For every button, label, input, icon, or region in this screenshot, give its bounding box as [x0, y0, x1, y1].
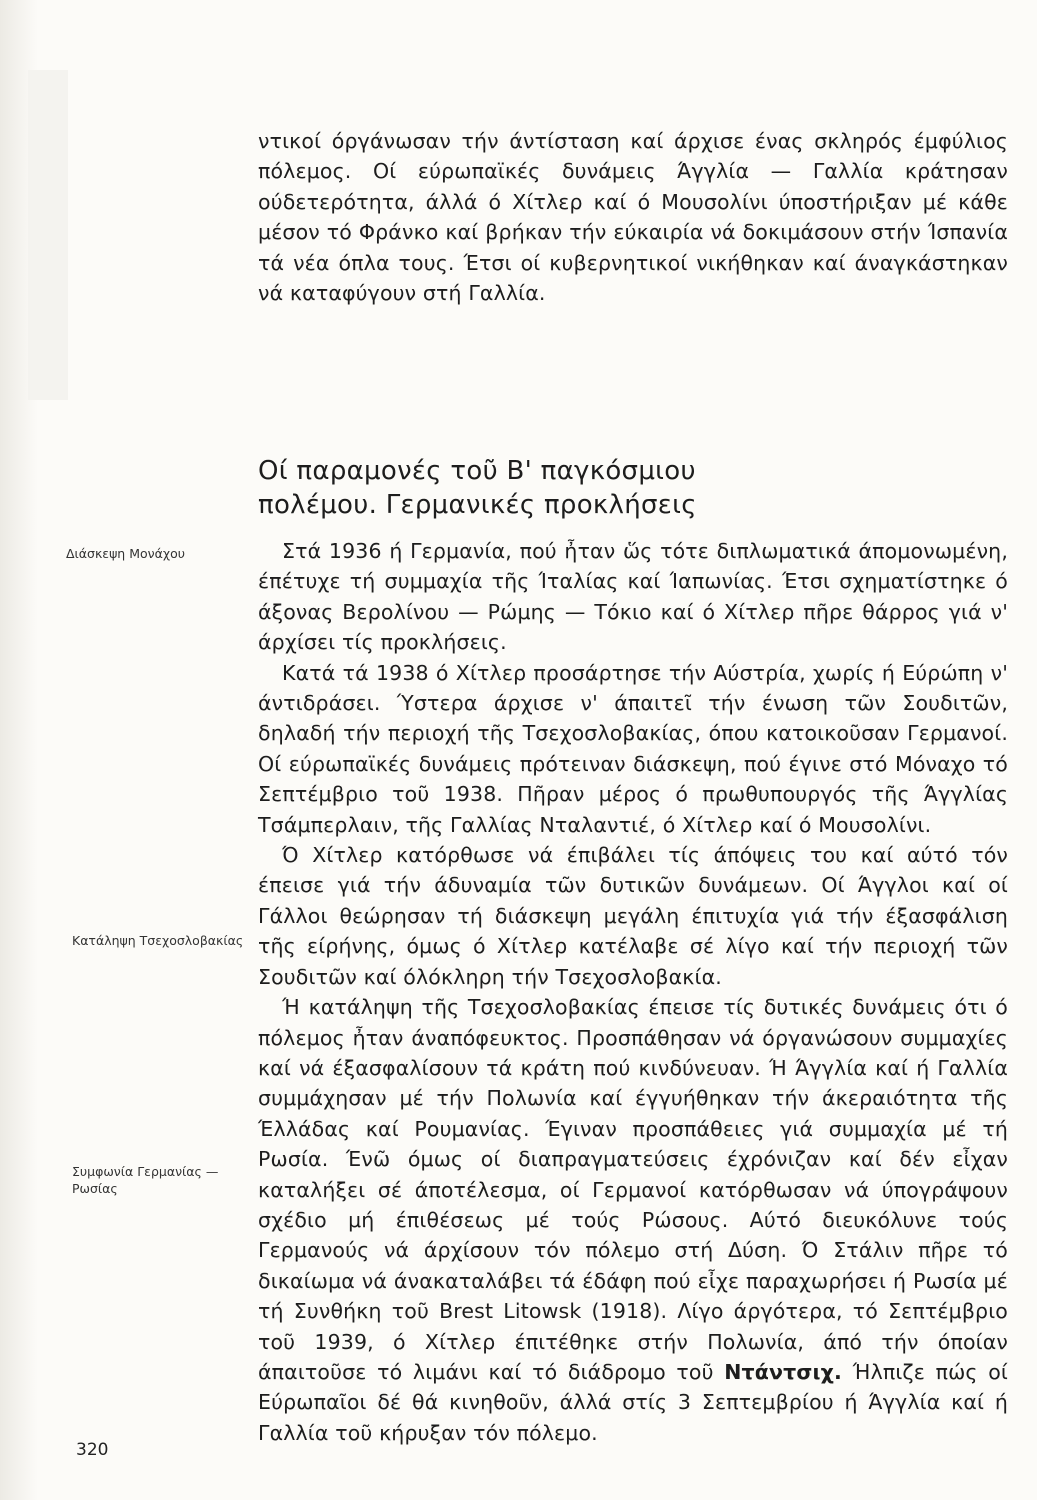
margin-note-munich: Διάσκεψη Μονάχου	[66, 546, 185, 561]
margin-note-pact: Συμφωνία Γερμανίας — Ρωσίας	[72, 1164, 219, 1196]
paragraph-1: Στά 1936 ή Γερμανία, πού ἦταν ὥς τότε διπλωματικά άπομονωμένη, έπέτυχε τή συμμαχία τῆς Ίταλίας καί Ίαπωνίας. Έτσι σχηματίστηκε ό άξονας Βερολίνου — Ρώμης — Τόκιο καί ό Χίτλερ πῆρε θάρρος γιά ν' άρχίσει τίς προκλήσεις.	[258, 539, 1008, 655]
section-heading	[258, 454, 1008, 522]
paragraph-4-text: Ή κατάληψη τῆς Τσεχοσλοβακίας έπεισε τίς δυτικές δυνάμεις ότι ό πόλεμος ἦταν άναπόφευκτος. Προσπάθησαν νά όργανώσουν συμμαχίες καί νά έξασφαλίσουν τά κράτη πού κινδύνευαν. Ή Άγγλία καί ή Γαλλία συμμάχησαν μέ τήν Πολωνία καί έγγυήθηκαν τήν άκεραιότητα τῆς Έλλάδας καί Ρουμανίας. Έγιναν προσπάθειες γιά συμμαχία μέ τή Ρωσία. Ένῶ όμως οί διαπραγματεύσεις έχρόνιζαν καί δέν εἶχαν καταλήξει σέ άποτέλεσμα, οί Γερμανοί κατόρθωσαν νά ύπογράψουν σχέδιο μή έπιθέσεως μέ τούς Ρώσους. Αύτό διευκόλυνε τούς Γερμανούς νά άρχίσουν τόν πόλεμο στή Δύση. Ό Στάλιν πῆρε τό δικαίωμα νά άνακαταλάβει τά έδάφη πού εἶχε παραχωρήσει ή Ρωσία μέ τή Συνθήκη τοῦ Brest Litowsk (1918). Λίγο άργότερα, τό Σεπτέμβριο τοῦ 1939, ό Χίτλερ έπιτέθηκε στήν Πολωνία, άπό τήν όποίαν άπαιτοῦσε τό λιμάνι καί τό διάδρομο τοῦ	[258, 995, 1008, 1384]
paragraph-2: Κατά τά 1938 ό Χίτλερ προσάρτησε τήν Αύστρία, χωρίς ή Εύρώπη ν' άντιδράσει. Ύστερα άρχισε ν' άπαιτεῖ τήν ένωση τῶν Σουδιτῶν, δηλαδή τήν περιοχή τῆς Τσεχοσλοβακίας, όπου κατοικοῦσαν Γερμανοί. Οί εύρωπαϊκές δυνάμεις πρότειναν διάσκεψη, πού έγινε στό Μόναχο τό Σεπτέμβριο τοῦ 1938. Πῆραν μέρος ό πρωθυπουργός τῆς Άγγλίας Τσάμπερλαιν, τῆς Γαλλίας Νταλαντιέ, ό Χίτλερ καί ό Μουσολίνι.	[258, 660, 1008, 837]
intro-block	[258, 126, 1008, 308]
paragraph-4-end: Ήλπιζε πώς οί Εύρωπαῖοι δέ θά κινηθοῦν, άλλά στίς 3 Σεπτεμβρίου ή Άγγλία καί ή Γαλλία τοῦ κήρυξαν τόν πόλεμο.	[258, 1359, 1008, 1445]
section-block	[258, 454, 1008, 1448]
paragraph-4	[258, 992, 1008, 1448]
section-heading-line1: Οί παραμονές τοῦ Β' παγκόσμιου	[258, 456, 696, 486]
margin-note-czech: Κατάληψη Τσεχοσλοβακίας	[72, 933, 244, 948]
scan-shadow	[28, 70, 68, 400]
intro-paragraph: ντικοί όργάνωσαν τήν άντίσταση καί άρχισε ένας σκληρός έμφύλιος πόλεμος. Οί εύρωπαϊκές δυνάμεις Άγγλία — Γαλλία κράτησαν ούδετερότητα, άλλά ό Χίτλερ καί ό Μουσολίνι ύποστήριξαν μέ κάθε μέσον τό Φράνκο καί βρήκαν τήν εύκαιρία νά δοκιμάσουν στήν Ίσπανία τά νέα όπλα τους. Έτσι οί κυβερνητικοί νικήθηκαν καί άναγκάστηκαν νά καταφύγουν στή Γαλλία.	[258, 129, 1008, 306]
page-number: 320	[76, 1440, 109, 1460]
section-heading-line2: πολέμου. Γερμανικές προκλήσεις	[258, 490, 697, 520]
paragraph-4-bold-term: Ντάντσιχ.	[724, 1359, 842, 1384]
paragraph-3: Ό Χίτλερ κατόρθωσε νά έπιβάλει τίς άπόψεις του καί αύτό τόν έπεισε γιά τήν άδυναμία τῶν δυτικῶν δυνάμεων. Οί Άγγλοι καί οί Γάλλοι θεώρησαν τή διάσκεψη μεγάλη έπιτυχία γιά τήν έξασφάλιση τῆς είρήνης, όμως ό Χίτλερ κατέλαβε σέ λίγο καί τήν περιοχή τῶν Σουδιτῶν καί όλόκληρη τήν Τσεχοσλοβακία.	[258, 843, 1008, 989]
